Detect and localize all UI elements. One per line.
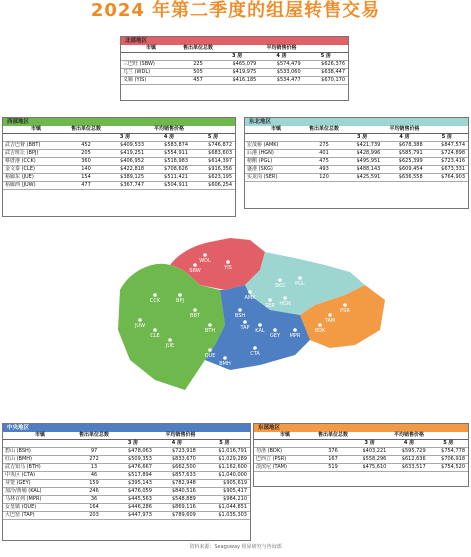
blank-cell <box>121 53 181 61</box>
price-5room-cell: $916,356 <box>191 166 235 174</box>
units-cell: 46 <box>77 472 111 480</box>
town-marker[interactable] <box>193 263 197 267</box>
town-cell: 裕廊西 (JUW) <box>3 182 69 190</box>
page-title: 2024 年第二季度的组屋转售交易 <box>90 0 381 21</box>
units-cell: 140 <box>69 166 103 174</box>
town-cell: 蔡厝港 (CCK) <box>3 158 69 166</box>
price-3room-cell: $445,563 <box>111 496 155 504</box>
price-5room-cell: $670,170 <box>304 77 348 85</box>
town-marker[interactable] <box>153 328 157 332</box>
price-4room-cell: $636,558 <box>383 174 425 182</box>
table-row <box>3 512 250 520</box>
town-label: BSH <box>234 313 246 319</box>
table-row <box>3 456 250 464</box>
blank-cell <box>307 134 341 142</box>
price-4room-cell: $782,948 <box>155 480 199 488</box>
town-cell: 后港 (HGN) <box>245 150 307 158</box>
town-label: CTA <box>250 351 260 357</box>
town-label: QUE <box>204 353 216 359</box>
table-row <box>3 158 235 166</box>
town-label: BPJ <box>176 298 184 304</box>
town-marker[interactable] <box>328 313 332 317</box>
price-3room-cell: $509,353 <box>111 456 155 464</box>
town-label: AMK <box>244 295 256 301</box>
units-cell: 97 <box>77 448 111 456</box>
units-cell: 13 <box>77 464 111 472</box>
price-5room-cell: $746,872 <box>191 142 235 150</box>
east-region-panel <box>253 423 469 487</box>
units-cell: 477 <box>69 182 103 190</box>
price-3room-cell: $476,059 <box>111 488 155 496</box>
table-row <box>3 142 235 150</box>
source-footer: 资料来源：Seagoway 组屋研究与咨询部 <box>189 544 282 550</box>
price-4room-cell: $612,636 <box>389 456 428 464</box>
price-5room-cell: $1,035,303 <box>199 512 250 520</box>
price-5room-cell: $623,195 <box>191 174 235 182</box>
room-type-3: 3 房 <box>215 53 259 61</box>
room-type-5: 5 房 <box>191 134 235 142</box>
col-avg: 平均销售价格 <box>111 432 250 440</box>
price-4room-cell: $789,609 <box>155 512 199 520</box>
northeast-table <box>245 126 468 182</box>
town-label: YIS <box>224 265 232 271</box>
town-cell: 红山 (BMH) <box>3 456 77 464</box>
price-5room-cell: $764,903 <box>426 174 468 182</box>
town-cell: 加冷/黄埔 (KAL) <box>3 488 77 496</box>
units-cell: 457 <box>181 77 215 85</box>
town-marker[interactable] <box>243 320 247 324</box>
northeast-region-label: 东北地区 <box>245 118 468 126</box>
room-type-5: 5 房 <box>426 134 468 142</box>
room-type-3: 3 房 <box>103 134 147 142</box>
price-3room-cell: $389,125 <box>103 174 147 182</box>
price-4room-cell: $533,060 <box>259 69 303 77</box>
room-type-5: 5 房 <box>199 440 250 448</box>
price-5room-cell: $723,416 <box>426 158 468 166</box>
town-label: TAP <box>240 325 250 331</box>
town-label: BDK <box>314 328 326 334</box>
west-region-label: 西部地区 <box>3 118 235 126</box>
table-row <box>245 158 468 166</box>
town-label: SBW <box>189 268 201 274</box>
town-marker[interactable] <box>278 278 282 282</box>
singapore-map <box>110 230 470 395</box>
north-table <box>121 45 348 85</box>
price-3room-cell: $419,975 <box>215 69 259 77</box>
table-row <box>121 61 348 69</box>
east-region-label: 东部地区 <box>254 424 468 432</box>
price-3room-cell: $446,286 <box>111 504 155 512</box>
price-4room-cell: $723,918 <box>155 448 199 456</box>
price-3room-cell: $409,533 <box>103 142 147 150</box>
room-type-4: 4 房 <box>147 134 191 142</box>
price-5room-cell: $754,778 <box>429 448 468 456</box>
price-4room-cell: $708,626 <box>147 166 191 174</box>
col-avg: 平均销售价格 <box>350 432 468 440</box>
price-4room-cell: $511,421 <box>147 174 191 182</box>
price-4room-cell: $662,500 <box>155 464 199 472</box>
table-row <box>3 150 235 158</box>
town-cell: 实龙岗 (SER) <box>245 174 307 182</box>
col-units: 售出单位总数 <box>318 432 349 438</box>
town-cell: 武吉巴督 (BBT) <box>3 142 69 150</box>
price-4room-cell: $518,983 <box>147 158 191 166</box>
town-marker[interactable] <box>298 276 302 280</box>
price-3room-cell: $517,894 <box>111 472 155 480</box>
town-cell: 碧山 (BSH) <box>3 448 77 456</box>
town-label: KAL <box>255 328 265 334</box>
blank-cell <box>316 440 350 448</box>
price-5room-cell: $1,016,791 <box>199 448 250 456</box>
col-avg: 平均销售价格 <box>215 45 348 53</box>
town-cell: 勿洛 (BDK) <box>254 448 316 456</box>
town-label: GEY <box>269 333 281 339</box>
price-3room-cell: $425,591 <box>341 174 383 182</box>
town-cell: 芽笼 (GEY) <box>3 480 77 488</box>
town-cell: 三巴旺 (SBW) <box>121 61 181 69</box>
town-marker[interactable] <box>248 290 252 294</box>
price-3room-cell: $475,610 <box>350 464 389 472</box>
price-3room-cell: $558,296 <box>350 456 389 464</box>
price-5room-cell: $905,619 <box>199 480 250 488</box>
price-3room-cell: $406,952 <box>103 158 147 166</box>
room-type-4: 4 房 <box>259 53 303 61</box>
units-cell: 452 <box>69 142 103 150</box>
town-cell: 中央区 (CTA) <box>3 472 77 480</box>
price-4room-cell: $554,911 <box>147 150 191 158</box>
price-5room-cell: $683,603 <box>191 150 235 158</box>
west-region-panel <box>2 117 236 217</box>
town-marker[interactable] <box>318 323 322 327</box>
town-label: JUW <box>134 323 146 329</box>
room-type-4: 4 房 <box>155 440 199 448</box>
town-cell: 裕廊东 (JUE) <box>3 174 69 182</box>
col-town: 市镇 <box>3 432 77 440</box>
blank-cell <box>254 440 316 448</box>
town-label: BMH <box>219 361 231 367</box>
price-5room-cell: $905,417 <box>199 488 250 496</box>
northeast-region-panel <box>244 117 469 209</box>
north-region-label: 北部地区 <box>121 37 348 45</box>
col-town: 市镇 <box>121 45 181 53</box>
units-cell: 154 <box>69 174 103 182</box>
col-units: 售出单位总数 <box>79 432 110 438</box>
town-cell: 义顺 (YIS) <box>121 77 181 85</box>
town-label: SER <box>265 303 275 309</box>
town-label: CLE <box>150 333 160 339</box>
price-3room-cell: $476,667 <box>111 464 155 472</box>
price-5room-cell: $1,044,851 <box>199 504 250 512</box>
town-cell: 兀兰 (WDL) <box>121 69 181 77</box>
town-marker[interactable] <box>258 323 262 327</box>
price-4room-cell: $548,889 <box>155 496 199 504</box>
town-label: BTH <box>204 328 216 334</box>
price-5room-cell: $1,040,000 <box>199 472 250 480</box>
units-cell: 36 <box>77 496 111 504</box>
table-row <box>3 182 235 190</box>
table-row <box>245 150 468 158</box>
price-3room-cell: $478,063 <box>111 448 155 456</box>
town-cell: 淡滨尼 (TAM) <box>254 464 316 472</box>
room-type-header <box>254 440 468 448</box>
price-3room-cell: $465,079 <box>215 61 259 69</box>
units-cell: 203 <box>77 512 111 520</box>
price-4room-cell: $625,399 <box>383 158 425 166</box>
town-label: MPR <box>289 333 301 339</box>
price-3room-cell: $495,951 <box>341 158 383 166</box>
table-row <box>245 142 468 150</box>
price-5room-cell: $984,210 <box>199 496 250 504</box>
price-4room-cell: $869,116 <box>155 504 199 512</box>
town-marker[interactable] <box>168 338 172 342</box>
room-type-3: 3 房 <box>111 440 155 448</box>
town-marker[interactable] <box>343 303 347 307</box>
units-cell: 475 <box>307 158 341 166</box>
price-5room-cell: $1,029,289 <box>199 456 250 464</box>
blank-cell <box>245 134 307 142</box>
col-town: 市镇 <box>254 432 316 440</box>
room-type-3: 3 房 <box>350 440 389 448</box>
town-marker[interactable] <box>223 356 227 360</box>
town-label: PSR <box>340 308 350 314</box>
price-5room-cell: $706,918 <box>429 456 468 464</box>
north-region-panel <box>120 36 349 101</box>
price-3room-cell: $421,739 <box>341 142 383 150</box>
price-4room-cell: $678,388 <box>383 142 425 150</box>
town-label: PGL <box>295 281 305 287</box>
town-label: SKG <box>274 283 286 289</box>
units-cell: 205 <box>69 150 103 158</box>
town-marker[interactable] <box>226 260 230 264</box>
town-cell: 女皇镇 (QUE) <box>3 504 77 512</box>
town-marker[interactable] <box>203 253 207 257</box>
price-3room-cell: $488,143 <box>341 166 383 174</box>
col-units: 售出单位总数 <box>309 126 340 132</box>
central-region-panel <box>2 423 251 541</box>
table-row <box>3 464 250 472</box>
table-row <box>254 456 468 464</box>
price-4room-cell: $833,670 <box>155 456 199 464</box>
price-4room-cell: $585,791 <box>383 150 425 158</box>
table-row <box>3 496 250 504</box>
units-cell: 505 <box>181 69 215 77</box>
town-marker[interactable] <box>293 328 297 332</box>
units-cell: 159 <box>77 480 111 488</box>
blank-cell <box>3 134 69 142</box>
table-row <box>254 448 468 456</box>
price-4room-cell: $583,874 <box>147 142 191 150</box>
price-4room-cell: $534,477 <box>259 77 303 85</box>
town-cell: 武吉班让 (BPJ) <box>3 150 69 158</box>
town-marker[interactable] <box>283 296 287 300</box>
table-row <box>3 448 250 456</box>
units-cell: 360 <box>69 158 103 166</box>
blank-cell <box>69 134 103 142</box>
col-town: 市镇 <box>245 126 307 134</box>
price-3room-cell: $447,973 <box>111 512 155 520</box>
town-label: WDL <box>199 258 211 264</box>
room-type-header <box>3 440 250 448</box>
central-table <box>3 432 250 520</box>
table-row <box>3 488 250 496</box>
room-type-header <box>121 53 348 61</box>
table-row <box>3 504 250 512</box>
price-3room-cell: $416,185 <box>215 77 259 85</box>
town-cell: 巴西立 (PSR) <box>254 456 316 464</box>
town-marker[interactable] <box>253 346 257 350</box>
room-type-header <box>245 134 468 142</box>
town-label: TAM <box>324 318 336 324</box>
town-cell: 武吉知马 (BTH) <box>3 464 77 472</box>
col-avg: 平均销售价格 <box>103 126 235 134</box>
table-row <box>3 472 250 480</box>
col-units: 售出单位总数 <box>71 126 102 132</box>
table-row <box>245 174 468 182</box>
price-5room-cell: $626,376 <box>304 61 348 69</box>
table-row <box>3 174 235 182</box>
table-row <box>3 166 235 174</box>
room-type-4: 4 房 <box>389 440 428 448</box>
price-3room-cell: $422,818 <box>103 166 147 174</box>
price-4room-cell: $633,517 <box>389 464 428 472</box>
col-town: 市镇 <box>3 126 69 134</box>
table-row <box>121 69 348 77</box>
blank-cell <box>3 440 77 448</box>
town-marker[interactable] <box>268 298 272 302</box>
west-table <box>3 126 235 190</box>
central-region-label: 中央地区 <box>3 424 250 432</box>
room-type-5: 5 房 <box>304 53 348 61</box>
blank-cell <box>77 440 111 448</box>
price-4room-cell: $504,911 <box>147 182 191 190</box>
table-row <box>3 480 250 488</box>
price-5room-cell: $724,898 <box>426 150 468 158</box>
units-cell: 167 <box>316 456 350 464</box>
price-5room-cell: $606,254 <box>191 182 235 190</box>
price-5room-cell: $673,331 <box>426 166 468 174</box>
town-marker[interactable] <box>208 323 212 327</box>
price-3room-cell: $367,747 <box>103 182 147 190</box>
town-marker[interactable] <box>238 308 242 312</box>
units-cell: 164 <box>77 504 111 512</box>
town-cell: 马林百列 (MPR) <box>3 496 77 504</box>
town-cell: 榜鹅 (PGL) <box>245 158 307 166</box>
price-5room-cell: $754,520 <box>429 464 468 472</box>
price-5room-cell: $614,397 <box>191 158 235 166</box>
price-5room-cell: $638,447 <box>304 69 348 77</box>
price-4room-cell: $857,633 <box>155 472 199 480</box>
town-marker[interactable] <box>193 308 197 312</box>
room-type-3: 3 房 <box>341 134 383 142</box>
units-cell: 493 <box>307 166 341 174</box>
town-label: JUE <box>165 343 175 349</box>
price-3room-cell: $395,143 <box>111 480 155 488</box>
town-marker[interactable] <box>178 293 182 297</box>
town-marker[interactable] <box>153 293 157 297</box>
price-3room-cell: $428,996 <box>341 150 383 158</box>
price-4room-cell: $574,479 <box>259 61 303 69</box>
east-table <box>254 432 468 472</box>
units-cell: 401 <box>307 150 341 158</box>
town-marker[interactable] <box>273 328 277 332</box>
price-3room-cell: $419,251 <box>103 150 147 158</box>
table-row <box>121 77 348 85</box>
room-type-5: 5 房 <box>429 440 468 448</box>
town-marker[interactable] <box>208 348 212 352</box>
units-cell: 376 <box>316 448 350 456</box>
units-cell: 225 <box>181 61 215 69</box>
units-cell: 275 <box>307 142 341 150</box>
town-cell: 金文泰 (CLE) <box>3 166 69 174</box>
blank-cell <box>181 53 215 61</box>
units-cell: 120 <box>307 174 341 182</box>
price-5room-cell: $1,162,600 <box>199 464 250 472</box>
town-cell: 大巴窑 (TAP) <box>3 512 77 520</box>
col-avg: 平均销售价格 <box>341 126 468 134</box>
price-4room-cell: $609,454 <box>383 166 425 174</box>
room-type-4: 4 房 <box>383 134 425 142</box>
town-marker[interactable] <box>138 318 142 322</box>
town-cell: 盛港 (SKG) <box>245 166 307 174</box>
units-cell: 272 <box>77 456 111 464</box>
price-3room-cell: $403,221 <box>350 448 389 456</box>
town-label: CCK <box>149 298 161 304</box>
town-label: HGN <box>279 301 291 307</box>
table-row <box>245 166 468 174</box>
price-4room-cell: $595,729 <box>389 448 428 456</box>
units-cell: 246 <box>77 488 111 496</box>
units-cell: 519 <box>316 464 350 472</box>
col-units: 售出单位总数 <box>183 45 214 51</box>
room-type-header <box>3 134 235 142</box>
town-label: BBT <box>190 313 200 319</box>
table-row <box>254 464 468 472</box>
price-5room-cell: $847,574 <box>426 142 468 150</box>
price-4room-cell: $840,516 <box>155 488 199 496</box>
town-cell: 宏茂桥 (AMK) <box>245 142 307 150</box>
